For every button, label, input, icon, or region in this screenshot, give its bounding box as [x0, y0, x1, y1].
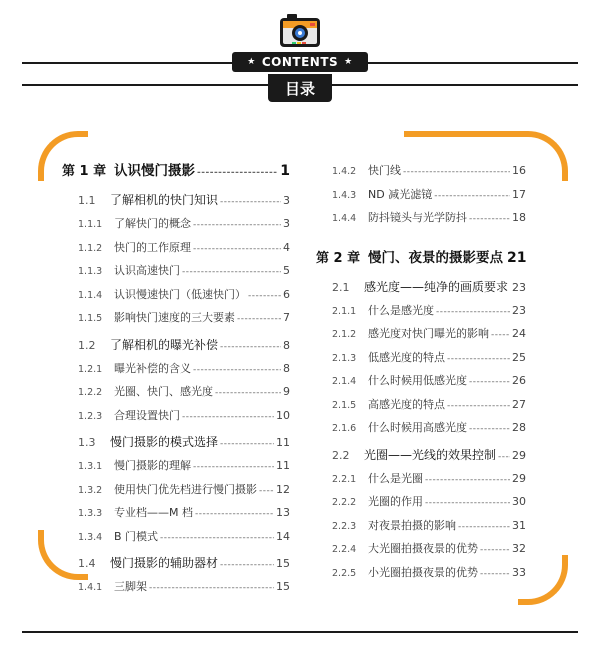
toc-entry-page: 7	[283, 311, 290, 324]
toc-entry-title: 高感光度的特点	[368, 397, 445, 411]
toc-leader-dots	[182, 406, 274, 428]
toc-entry-title: 光圈的作用	[368, 495, 423, 508]
toc-entry-number: 2.1.3	[332, 352, 357, 364]
toc-entry-number: 1.3.3	[78, 508, 103, 519]
toc-leader-dots	[220, 550, 274, 575]
toc-entry-sub[interactable]	[62, 404, 290, 428]
toc-entry-sub[interactable]	[316, 514, 526, 538]
toc-leader-dots	[193, 359, 281, 381]
toc-leader-dots	[195, 503, 274, 525]
toc-entry-number: 第 1 章	[62, 164, 107, 179]
toc-entry-section[interactable]	[62, 185, 290, 212]
toc-entry-number: 2.1.6	[332, 423, 357, 434]
toc-entry-page: 21	[507, 249, 526, 266]
toc-entry-sub[interactable]	[316, 490, 526, 514]
toc-entry-title: 什么是感光度	[368, 303, 434, 317]
toc-entry-sub[interactable]	[316, 467, 526, 491]
toc-entry-page: 23	[512, 303, 526, 317]
toc-leader-dots	[469, 208, 510, 230]
star-right-icon: ★	[344, 57, 353, 67]
toc-entry-title: 光圈——光线的效果控制	[364, 447, 497, 462]
toc-entry-page: 10	[276, 408, 290, 422]
toc-entry-number: 1.2.2	[78, 387, 103, 398]
toc-entry-page: 17	[512, 187, 526, 201]
toc-entry-number: 2.2.4	[332, 544, 357, 555]
toc-entry-title: 低感光度的特点	[368, 350, 445, 364]
toc-entry-number: 2.2	[332, 448, 350, 462]
toc-entry-title: 光圈、快门、感光度	[114, 385, 213, 398]
toc-entry-title: 三脚架	[114, 580, 147, 593]
toc-entry-page: 11	[276, 436, 290, 449]
toc-entry-title: 什么是光圈	[368, 471, 423, 485]
toc-entry-sub[interactable]	[62, 525, 290, 549]
toc-leader-dots	[193, 214, 281, 236]
toc-entry-number: 1.4.1	[78, 582, 103, 593]
toc-entry-title: 了解相机的快门知识	[110, 193, 219, 207]
toc-entry-sub[interactable]	[62, 306, 290, 330]
toc-entry-number: 1.2.3	[78, 410, 103, 422]
toc-entry-number: 1.3.1	[78, 461, 103, 472]
toc-entry-title: 大光圈拍摄夜景的优势	[368, 542, 478, 555]
toc-entry-sub[interactable]	[62, 212, 290, 236]
toc-entry-page: 11	[276, 459, 290, 472]
toc-entry-sub[interactable]	[316, 183, 526, 207]
toc-entry-page: 28	[512, 421, 526, 434]
toc-entry-page: 8	[283, 361, 290, 375]
toc-entry-page: 9	[283, 385, 290, 398]
toc-entry-chapter[interactable]	[62, 159, 290, 185]
toc-entry-page: 29	[512, 448, 526, 462]
toc-left-column	[62, 159, 290, 599]
toc-entry-number: 2.1.2	[332, 329, 357, 340]
toc-entry-number: 2.2.5	[332, 567, 357, 579]
toc-leader-dots	[197, 161, 278, 185]
toc-entry-title: 感光度——纯净的画质要求	[364, 279, 509, 294]
toc-entry-title: 曝光补偿的含义	[114, 361, 191, 375]
toc-entry-title: 合理设置快门	[114, 408, 180, 422]
toc-entry-page: 27	[512, 397, 526, 411]
toc-entry-sub[interactable]	[62, 575, 290, 599]
toc-leader-dots	[425, 469, 510, 491]
toc-leader-dots	[447, 395, 510, 417]
toc-gap	[316, 230, 526, 246]
toc-entry-number: 1.1.3	[78, 266, 103, 277]
toc-entry-sub[interactable]	[62, 357, 290, 381]
toc-leader-dots	[193, 238, 281, 260]
toc-leader-dots	[193, 456, 274, 478]
toc-entry-page: 24	[512, 327, 526, 340]
toc-entry-title: 对夜景拍摄的影响	[368, 518, 456, 532]
toc-entry-page: 31	[512, 518, 526, 532]
toc-leader-dots	[469, 371, 510, 393]
toc-entry-sub[interactable]	[316, 206, 526, 230]
toc-entry-title: 慢门摄影的理解	[114, 459, 191, 472]
toc-entry-number: 1.3	[78, 436, 96, 449]
toc-entry-title: 影响快门速度的三大要素	[114, 311, 235, 324]
toc-entry-section[interactable]	[62, 427, 290, 454]
toc-leader-dots	[480, 563, 510, 585]
toc-leader-dots	[220, 332, 281, 357]
toc-entry-number: 1.4.2	[332, 166, 357, 177]
contents-title: CONTENTS	[261, 55, 339, 69]
toc-entry-title: 小光圈拍摄夜景的优势	[368, 565, 478, 579]
footer-rule	[22, 631, 578, 633]
star-left-icon: ★	[247, 57, 256, 67]
toc-entry-page: 15	[276, 557, 290, 570]
toc-entry-sub[interactable]	[316, 416, 526, 440]
toc-entry-number: 1.3.2	[78, 484, 103, 496]
toc-entry-page: 6	[283, 287, 290, 301]
toc-entry-title: 了解快门的概念	[114, 217, 191, 230]
contents-banner	[232, 52, 368, 72]
toc-entry-section[interactable]	[316, 272, 526, 299]
toc-entry-number: 2.2.2	[332, 497, 357, 508]
toc-entry-title: 防抖镜头与光学防抖	[368, 211, 467, 224]
toc-entry-number: 2.1.5	[332, 399, 357, 411]
toc-entry-number: 2.1	[332, 280, 350, 294]
toc-entry-page: 8	[283, 338, 290, 352]
toc-entry-sub[interactable]	[62, 478, 290, 502]
toc-entry-sub[interactable]	[316, 393, 526, 417]
toc-entry-title: ND 减光滤镜	[368, 187, 433, 201]
toc-entry-number: 2.1.1	[332, 305, 357, 317]
toc-entry-sub[interactable]	[316, 369, 526, 393]
toc-entry-page: 4	[283, 240, 290, 254]
toc-leader-dots	[491, 324, 510, 346]
toc-entry-number: 1.1	[78, 194, 96, 207]
toc-entry-number: 1.1.5	[78, 313, 103, 324]
toc-entry-sub[interactable]	[316, 346, 526, 370]
toc-entry-number: 1.4.3	[332, 189, 357, 201]
toc-entry-page: 25	[512, 350, 526, 364]
toc-entry-title: 感光度对快门曝光的影响	[368, 327, 489, 340]
toc-entry-sub[interactable]	[316, 561, 526, 585]
bracket-right-top-bar	[404, 131, 524, 137]
toc-entry-page: 30	[512, 495, 526, 508]
toc-entry-section[interactable]	[62, 330, 290, 357]
toc-entry-sub[interactable]	[62, 454, 290, 478]
toc-entry-number: 1.2	[78, 338, 96, 352]
toc-entry-number: 1.3.4	[78, 531, 103, 543]
toc-entry-number: 第 2 章	[316, 250, 361, 266]
toc-leader-dots	[498, 442, 510, 467]
toc-leader-dots	[160, 527, 274, 549]
toc-leader-dots	[403, 161, 510, 183]
toc-leader-dots	[220, 187, 281, 212]
toc-entry-sub[interactable]	[62, 501, 290, 525]
toc-entry-title: 慢门、夜景的摄影要点	[368, 249, 503, 266]
toc-entry-title: 什么时候用高感光度	[368, 421, 467, 434]
camera-icon	[279, 12, 321, 48]
toc-leader-dots	[237, 308, 281, 330]
toc-entry-page: 18	[512, 211, 526, 224]
toc-leader-dots	[434, 185, 510, 207]
toc-entry-page: 1	[280, 163, 290, 179]
toc-leader-dots	[458, 516, 510, 538]
toc-entry-number: 1.1.1	[78, 219, 103, 230]
toc-entry-title: 什么时候用低感光度	[368, 374, 467, 387]
toc-entry-number: 2.1.4	[332, 376, 357, 387]
toc-leader-dots	[220, 429, 274, 454]
toc-entry-sub[interactable]	[62, 380, 290, 404]
toc-entry-page: 32	[512, 542, 526, 555]
toc-entry-page: 16	[512, 164, 526, 177]
toc-leader-dots	[436, 301, 510, 323]
toc-entry-section[interactable]	[62, 548, 290, 575]
toc-entry-title: 慢门摄影的辅助器材	[110, 556, 219, 570]
toc-entry-title: 慢门摄影的模式选择	[110, 435, 219, 449]
toc-leader-dots	[248, 285, 281, 307]
toc-entry-title: 认识高速快门	[114, 264, 180, 277]
toc-entry-page: 14	[276, 529, 290, 543]
toc-entry-number: 2.2.3	[332, 520, 357, 532]
toc-entry-page: 13	[276, 506, 290, 519]
toc-entry-title: 快门线	[368, 164, 401, 177]
toc-entry-number: 1.2.1	[78, 363, 103, 375]
toc-leader-dots	[469, 418, 510, 440]
toc-entry-section[interactable]	[316, 440, 526, 467]
toc-entry-page: 15	[276, 580, 290, 593]
toc-entry-page: 5	[283, 264, 290, 277]
toc-entry-number: 1.1.2	[78, 242, 103, 254]
toc-entry-page: 26	[512, 374, 526, 387]
toc-leader-dots	[447, 348, 510, 370]
toc-entry-chapter[interactable]	[316, 246, 526, 272]
toc-entry-page: 29	[512, 471, 526, 485]
toc-right-column	[316, 159, 526, 584]
toc-entry-title: 了解相机的曝光补偿	[110, 337, 219, 352]
toc-entry-number: 2.2.1	[332, 473, 357, 485]
toc-entry-number: 1.1.4	[78, 289, 103, 301]
toc-entry-page: 3	[283, 194, 290, 207]
toc-entry-sub[interactable]	[62, 236, 290, 260]
toc-entry-page: 12	[276, 482, 290, 496]
toc-entry-sub[interactable]	[316, 159, 526, 183]
toc-entry-number: 1.4	[78, 557, 96, 570]
toc-entry-title: 专业档——M 档	[114, 506, 193, 519]
toc-subtitle: 目录	[268, 74, 332, 102]
toc-entry-page: 23	[512, 280, 526, 294]
toc-entry-page: 3	[283, 217, 290, 230]
toc-leader-dots	[182, 261, 281, 283]
toc-entry-page: 33	[512, 565, 526, 579]
toc-entry-sub[interactable]	[62, 283, 290, 307]
toc-entry-number: 1.4.4	[332, 213, 357, 224]
toc-entry-title: 认识慢门摄影	[114, 163, 195, 179]
toc-entry-title: 认识慢速快门（低速快门）	[114, 287, 246, 301]
toc-leader-dots	[425, 492, 510, 514]
toc-leader-dots	[480, 539, 510, 561]
toc-entry-title: 快门的工作原理	[114, 240, 191, 254]
toc-leader-dots	[259, 480, 274, 502]
toc-leader-dots	[215, 382, 281, 404]
toc-entry-sub[interactable]	[316, 322, 526, 346]
toc-entry-sub[interactable]	[62, 259, 290, 283]
toc-entry-sub[interactable]	[316, 537, 526, 561]
toc-entry-sub[interactable]	[316, 299, 526, 323]
toc-leader-dots	[149, 577, 274, 599]
toc-entry-title: 使用快门优先档进行慢门摄影	[114, 482, 257, 496]
toc-entry-title: B 门模式	[114, 529, 159, 543]
